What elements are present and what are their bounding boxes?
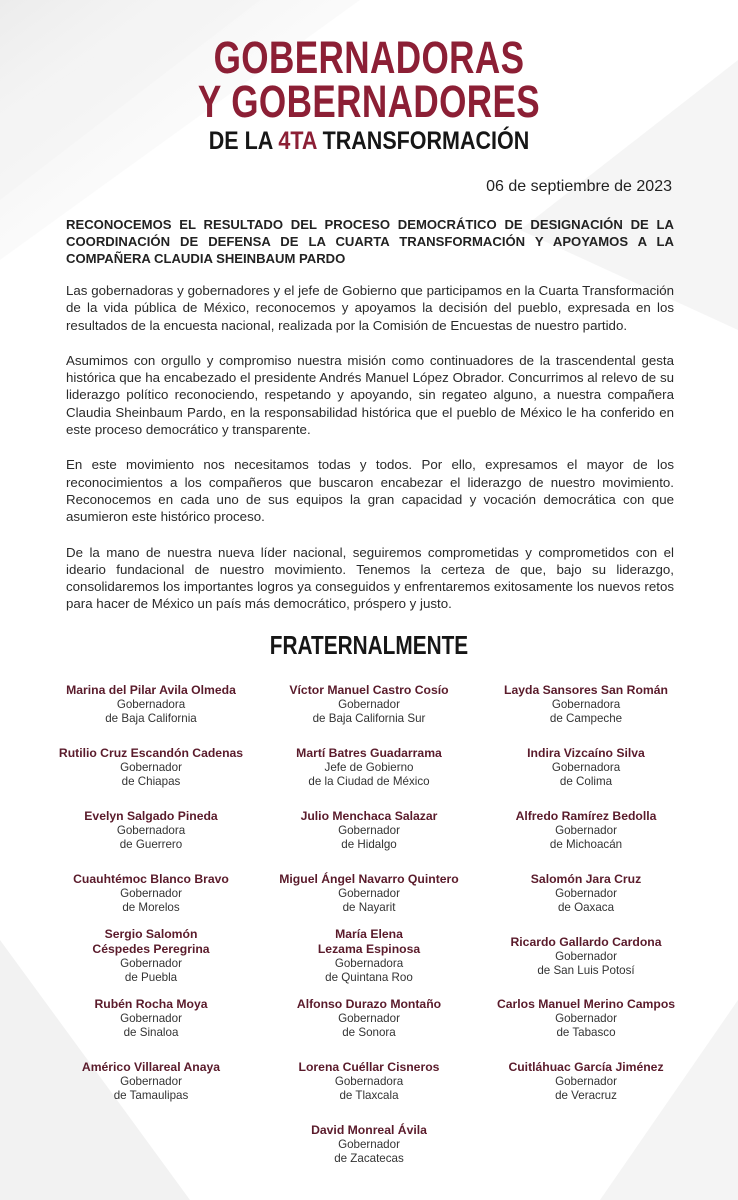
signatory-block bbox=[36, 746, 266, 789]
signatory-name: Cuitláhuac García Jiménez bbox=[508, 1060, 664, 1074]
signatory-name: Martí Batres Guadarrama bbox=[296, 746, 442, 760]
signatory-role: Gobernadora bbox=[551, 761, 621, 774]
signatory-block bbox=[254, 997, 484, 1040]
signatory-role: Gobernador bbox=[338, 1138, 400, 1151]
signatory-state: de Morelos bbox=[122, 901, 180, 914]
signatory-state: de San Luis Potosí bbox=[537, 964, 635, 977]
signatory-block bbox=[471, 1060, 701, 1103]
signatory-block bbox=[254, 1123, 484, 1166]
signatory-name: Sergio Salomón bbox=[104, 927, 198, 941]
signatory-role: Gobernador bbox=[120, 1075, 182, 1088]
signatory-role: Gobernador bbox=[338, 1012, 400, 1025]
signatory-role: Gobernadora bbox=[116, 824, 186, 837]
signatory-name: María Elena bbox=[335, 927, 403, 941]
signatory-role: Gobernador bbox=[555, 1075, 617, 1088]
signatory-name: Víctor Manuel Castro Cosío bbox=[289, 683, 449, 697]
statement-headline: RECONOCEMOS EL RESULTADO DEL PROCESO DEMOCRÁTICO DE DESIGNACIÓN DE LA COORDINACIÓN DE DEFENSA DE LA CUARTA TRANSFORMACIÓN Y APOYAMOS A LA COMPAÑERA CLAUDIA SHEINBAUM PARDO bbox=[66, 217, 674, 266]
masthead-line-3-suffix: TRANSFORMACIÓN bbox=[316, 127, 530, 155]
masthead-line-2: Y GOBERNADORES bbox=[197, 76, 541, 127]
signatory-block bbox=[254, 809, 484, 852]
signatory-block bbox=[471, 683, 701, 726]
signatory-role: Gobernador bbox=[555, 1012, 617, 1025]
paragraph-3: En este movimiento nos necesitamos todas y todos. Por ello, expresamos el mayor de los reconocimientos a los compañeros que buscaron encabezar el liderazgo de nuestro movimiento. Reconocemos en cada uno de sus equipos la gran capacidad y vocación democrática con que asumieron este histórico proceso. bbox=[66, 457, 674, 525]
signatory-role: Gobernador bbox=[555, 950, 617, 963]
signatory-name: Marina del Pilar Avila Olmeda bbox=[66, 683, 236, 697]
paragraph-4: De la mano de nuestra nueva líder nacional, seguiremos comprometidas y comprometidos con el ideario fundacional de nuestro movimiento. Tenemos la certeza de que, bajo su liderazgo, consolidaremos los importantes logros ya conseguidos y enfrentaremos exitosamente los nuevos retos para hacer de México un país más democrático, próspero y justo. bbox=[66, 544, 674, 612]
signatory-state: de Puebla bbox=[124, 971, 178, 984]
signatory-block bbox=[254, 927, 484, 985]
signatory-state: de Hidalgo bbox=[341, 838, 397, 851]
closing-salutation: FRATERNALMENTE bbox=[269, 630, 469, 660]
signatory-role: Gobernador bbox=[338, 824, 400, 837]
signatory-block bbox=[36, 872, 266, 915]
signatory-block bbox=[471, 935, 701, 978]
masthead-line-3-prefix: DE LA bbox=[208, 127, 279, 155]
signatory-role: Gobernador bbox=[555, 824, 617, 837]
signatory-name: David Monreal Ávila bbox=[311, 1123, 427, 1137]
signatory-block bbox=[471, 746, 701, 789]
paragraph-1: Las gobernadoras y gobernadores y el jefe de Gobierno que participamos en la Cuarta Transformación de la vida pública de México, reconocemos y apoyamos la decisión del pueblo, expresada en los resultados de la encuesta nacional, realizada por la Comisión de Encuestas de nuestro partido. bbox=[66, 283, 674, 333]
signatory-role: Gobernador bbox=[555, 887, 617, 900]
signatory-name-line-2: Lezama Espinosa bbox=[317, 942, 421, 956]
masthead-line-3 bbox=[52, 126, 687, 156]
signatory-state: de Baja California bbox=[105, 712, 197, 725]
signatory-role: Gobernador bbox=[120, 761, 182, 774]
signatory-block bbox=[471, 872, 701, 915]
signatory-state: de Chiapas bbox=[121, 775, 181, 788]
signatory-state: de Guerrero bbox=[119, 838, 183, 851]
signatory-state: de Sonora bbox=[342, 1026, 396, 1039]
signatory-state: de Tlaxcala bbox=[339, 1089, 399, 1102]
signatory-name: Carlos Manuel Merino Campos bbox=[496, 997, 676, 1011]
signatory-state: de Campeche bbox=[549, 712, 623, 725]
signatory-role: Gobernadora bbox=[116, 698, 186, 711]
signatory-role: Gobernador bbox=[338, 698, 400, 711]
signatory-role: Gobernadora bbox=[334, 1075, 404, 1088]
signatory-role: Gobernadora bbox=[551, 698, 621, 711]
signatory-block bbox=[254, 1060, 484, 1103]
signatory-state: de Sinaloa bbox=[123, 1026, 179, 1039]
signatory-name: Julio Menchaca Salazar bbox=[300, 809, 438, 823]
signatory-block bbox=[471, 997, 701, 1040]
signatory-role: Gobernador bbox=[120, 957, 182, 970]
signatory-name: Layda Sansores San Román bbox=[504, 683, 668, 697]
signatory-block bbox=[254, 683, 484, 726]
signatory-state: de Tamaulipas bbox=[113, 1089, 189, 1102]
signatory-state: de Zacatecas bbox=[334, 1152, 404, 1165]
signatory-block bbox=[254, 872, 484, 915]
signatory-block bbox=[36, 927, 266, 985]
signatory-role: Gobernador bbox=[120, 887, 182, 900]
signatory-name-line-2: Céspedes Peregrina bbox=[92, 942, 210, 956]
signatory-name: Ricardo Gallardo Cardona bbox=[510, 935, 662, 949]
signatory-role: Jefe de Gobierno bbox=[324, 761, 414, 774]
signatory-name: Rutilio Cruz Escandón Cadenas bbox=[58, 746, 244, 760]
signatory-state: de Veracruz bbox=[555, 1089, 617, 1102]
signatory-state: de Quintana Roo bbox=[325, 971, 413, 984]
signatory-block bbox=[36, 1060, 266, 1103]
masthead-accent: 4TA bbox=[278, 127, 317, 155]
signatory-block bbox=[471, 809, 701, 852]
masthead-line-1: GOBERNADORAS bbox=[213, 32, 525, 83]
signatory-state: de Oaxaca bbox=[557, 901, 615, 914]
signatory-name: Evelyn Salgado Pineda bbox=[84, 809, 218, 823]
paragraph-2: Asumimos con orgullo y compromiso nuestra misión como continuadores de la trascendental gesta histórica que ha encabezado el presidente Andrés Manuel López Obrador. Concurrimos al relevo de su liderazgo político reconociendo, respetando y apoyando, sin regateo alguno, a nuestra compañera Claudia Sheinbaum Pardo, en la responsabilidad histórica que el pueblo de México le ha conferido en este proceso democrático y transparente. bbox=[66, 352, 674, 438]
signatory-role: Gobernadora bbox=[334, 957, 404, 970]
signatory-name: Alfonso Durazo Montaño bbox=[296, 997, 442, 1011]
signatory-block bbox=[36, 809, 266, 852]
signatory-role: Gobernador bbox=[338, 887, 400, 900]
signatory-name: Lorena Cuéllar Cisneros bbox=[298, 1060, 440, 1074]
signatory-name: Américo Villareal Anaya bbox=[81, 1060, 221, 1074]
signatory-block bbox=[36, 997, 266, 1040]
signatory-state: de la Ciudad de México bbox=[308, 775, 430, 788]
signatory-name: Cuauhtémoc Blanco Bravo bbox=[73, 872, 229, 886]
signatory-role: Gobernador bbox=[120, 1012, 182, 1025]
signatory-state: de Baja California Sur bbox=[312, 712, 426, 725]
signatory-name: Indira Vizcaíno Silva bbox=[527, 746, 645, 760]
signatory-name: Miguel Ángel Navarro Quintero bbox=[279, 872, 459, 886]
signatory-name: Rubén Rocha Moya bbox=[94, 997, 208, 1011]
signatory-name: Alfredo Ramírez Bedolla bbox=[515, 809, 657, 823]
signatory-state: de Tabasco bbox=[556, 1026, 616, 1039]
signatory-block bbox=[36, 683, 266, 726]
statement-body bbox=[66, 282, 674, 631]
signatory-state: de Michoacán bbox=[549, 838, 623, 851]
signatory-state: de Nayarit bbox=[342, 901, 396, 914]
signatory-state: de Colima bbox=[559, 775, 613, 788]
signatory-name: Salomón Jara Cruz bbox=[530, 872, 642, 886]
signatory-block bbox=[254, 746, 484, 789]
statement-date: 06 de septiembre de 2023 bbox=[486, 178, 672, 195]
masthead bbox=[0, 32, 738, 156]
